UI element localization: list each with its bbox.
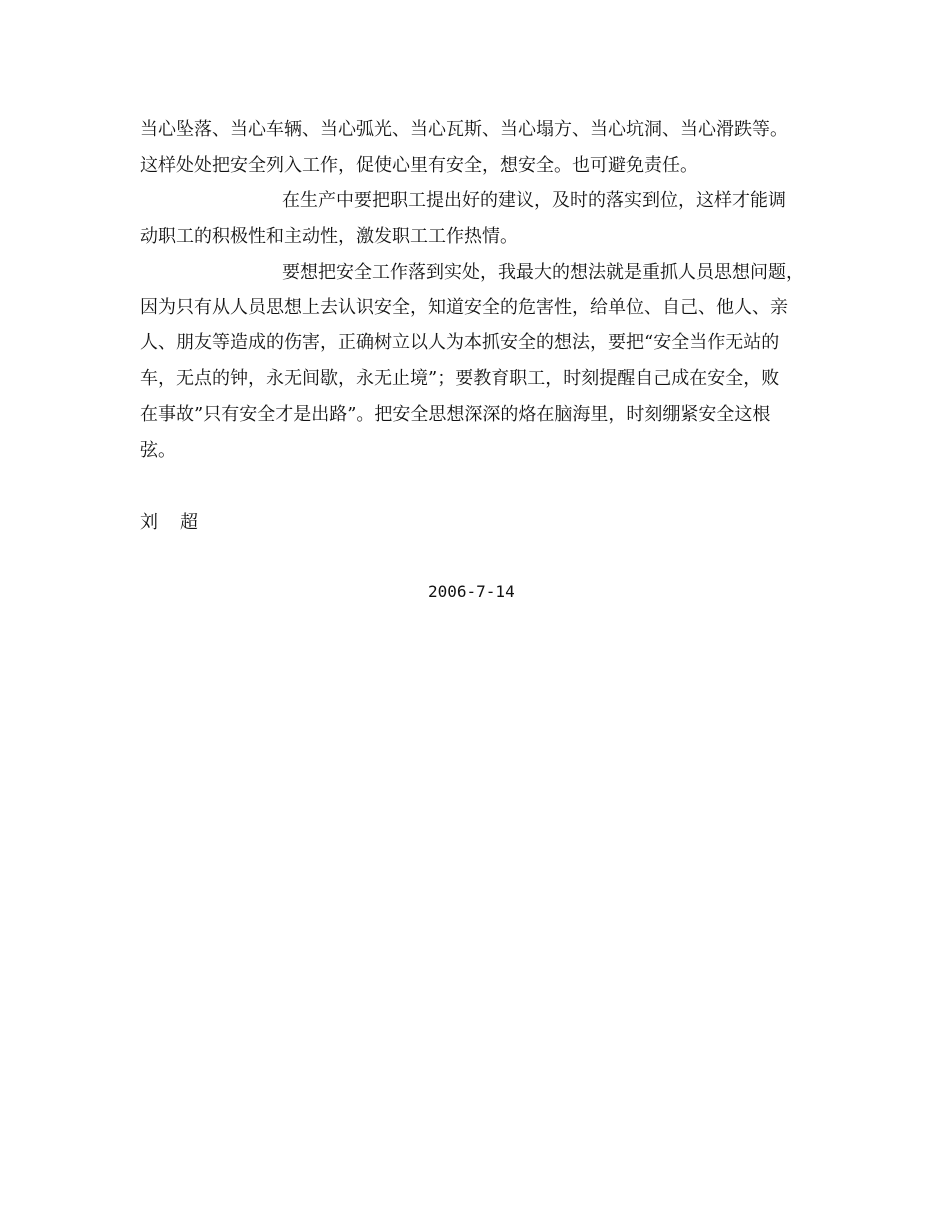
document-date: 2006-7-14 bbox=[428, 582, 515, 601]
paragraph-2-first-line: 在生产中要把职工提出好的建议，及时的落实到位，这样才能调 bbox=[282, 190, 786, 211]
body-text-line-9: 在事故”只有安全才是出路”。把安全思想深深的烙在脑海里，时刻绷紧安全这根 bbox=[140, 404, 771, 425]
body-text-line-8: 车，无点的钟，永无间歇，永无止境”；要教育职工，时刻提醒自己成在安全，败 bbox=[140, 368, 780, 389]
paragraph-3-first-line: 要想把安全工作落到实处，我最大的想法就是重抓人员思想问题， bbox=[282, 262, 804, 283]
body-text-line-1: 当心坠落、当心车辆、当心弧光、当心瓦斯、当心塌方、当心坑洞、当心滑跌等。 bbox=[140, 119, 788, 140]
body-text-line-4: 动职工的积极性和主动性，激发职工工作热情。 bbox=[140, 226, 518, 247]
body-text-line-7: 人、朋友等造成的伤害，正确树立以人为本抓安全的想法，要把“安全当作无站的 bbox=[140, 332, 780, 353]
author-signature: 刘超 bbox=[140, 512, 220, 533]
body-text-line-2: 这样处处把安全列入工作，促使心里有安全，想安全。也可避免责任。 bbox=[140, 155, 698, 176]
body-text-line-10: 弦。 bbox=[140, 440, 176, 461]
body-text-line-6: 因为只有从人员思想上去认识安全，知道安全的危害性，给单位、自己、他人、亲 bbox=[140, 297, 788, 318]
